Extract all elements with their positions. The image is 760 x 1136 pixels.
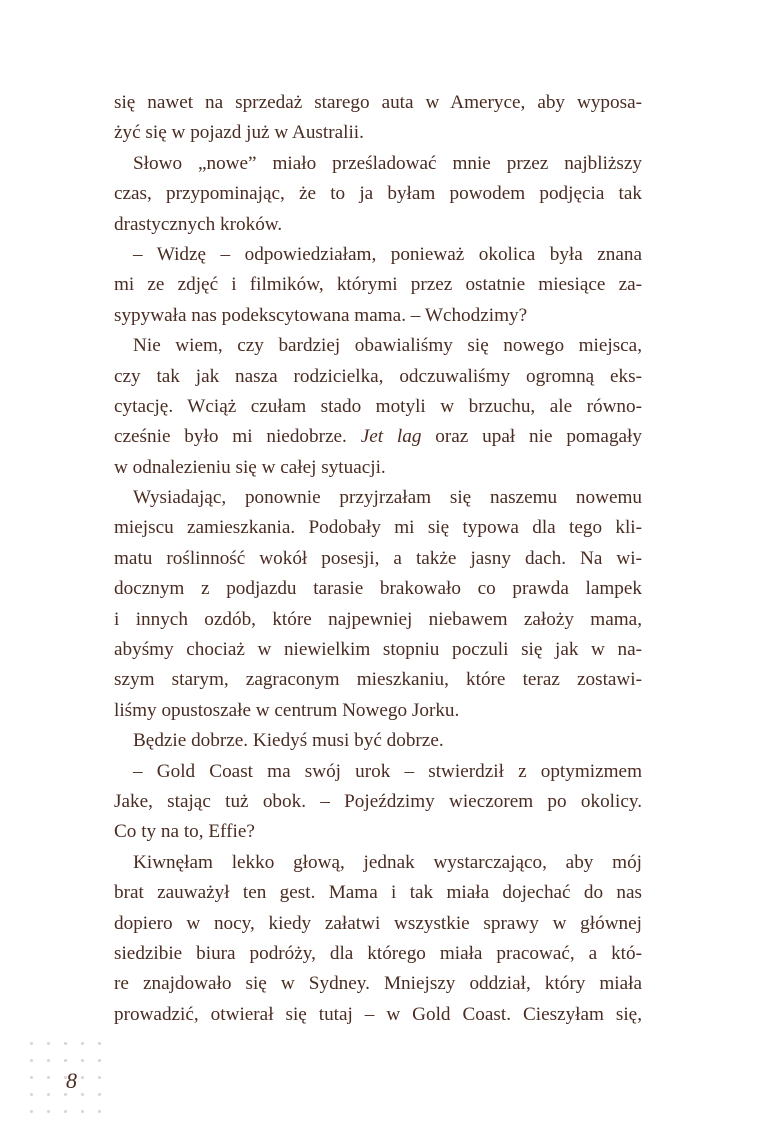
decorative-dot bbox=[98, 1093, 101, 1096]
text-line: liśmy opustoszałe w centrum Nowego Jorku. bbox=[114, 699, 460, 721]
text-line: miejscu zamieszkania. Podobały mi się typowa dla tego kli- bbox=[114, 517, 642, 539]
text-line: Słowo „nowe” miało prześladować mnie przez najbliższy bbox=[133, 152, 642, 174]
text-line: mi ze zdjęć i filmików, którymi przez ostatnie miesiące za- bbox=[114, 274, 642, 296]
text-line: Nie wiem, czy bardziej obawialiśmy się nowego miejsca, bbox=[133, 335, 642, 357]
text-line: prowadzić, otwierał się tutaj – w Gold Coast. Cieszyłam się, bbox=[114, 1003, 642, 1025]
decorative-dot bbox=[47, 1076, 50, 1079]
text-line: brat zauważył ten gest. Mama i tak miała dojechać do nas bbox=[114, 882, 642, 904]
decorative-dot bbox=[64, 1110, 67, 1113]
text-line: czas, przypominając, że to ja byłam powodem podjęcia tak bbox=[114, 183, 642, 205]
decorative-dot bbox=[47, 1093, 50, 1096]
text-line: Jake, stając tuż obok. – Pojeździmy wieczorem po okolicy. bbox=[114, 790, 642, 812]
decorative-dot bbox=[81, 1110, 84, 1113]
text-line: cytację. Wciąż czułam stado motyli w brzuchu, ale równo- bbox=[114, 395, 642, 417]
decorative-dot bbox=[81, 1093, 84, 1096]
text-line bbox=[114, 422, 642, 452]
decorative-dot bbox=[81, 1059, 84, 1062]
text-line-segment: cześnie było mi niedobrze. bbox=[114, 426, 361, 448]
text-line: dopiero w nocy, kiedy załatwi wszystkie sprawy w głównej bbox=[114, 912, 642, 934]
decorative-dot bbox=[47, 1042, 50, 1045]
text-line: docznym z podjazdu tarasie brakowało co prawda lampek bbox=[114, 578, 642, 600]
text-line: – Gold Coast ma swój urok – stwierdził z optymizmem bbox=[133, 760, 642, 782]
decorative-dot bbox=[98, 1059, 101, 1062]
text-line: Wysiadając, ponownie przyjrzałam się naszemu nowemu bbox=[133, 487, 642, 509]
decorative-dot bbox=[64, 1042, 67, 1045]
decorative-dot bbox=[47, 1110, 50, 1113]
text-line: – Widzę – odpowiedziałam, ponieważ okolica była znana bbox=[133, 243, 642, 265]
decorative-dot bbox=[30, 1059, 33, 1062]
text-line: się nawet na sprzedaż starego auta w Ameryce, aby wyposa- bbox=[114, 92, 642, 113]
decorative-dot bbox=[98, 1042, 101, 1045]
text-line: i innych ozdób, które najpewniej niebawem założy mama, bbox=[114, 608, 642, 630]
decorative-dot bbox=[30, 1042, 33, 1045]
text-line: w odnalezieniu się w całej sytuacji. bbox=[114, 456, 386, 478]
text-line: re znajdowało się w Sydney. Mniejszy oddział, który miała bbox=[114, 973, 642, 995]
text-line: abyśmy chociaż w niewielkim stopniu poczuli się jak w na- bbox=[114, 639, 642, 661]
decorative-dot bbox=[30, 1110, 33, 1113]
body-text bbox=[114, 88, 642, 1030]
text-line: żyć się w pojazd już w Australii. bbox=[114, 122, 364, 144]
text-line: Kiwnęłam lekko głową, jednak wystarczająco, aby mój bbox=[133, 851, 642, 873]
text-line-segment: oraz upał nie pomagały bbox=[421, 426, 642, 448]
text-line: Co ty na to, Effie? bbox=[114, 821, 255, 843]
decorative-dot bbox=[30, 1093, 33, 1096]
decorative-dot bbox=[98, 1110, 101, 1113]
italic-phrase: Jet lag bbox=[360, 426, 422, 448]
decorative-dot bbox=[81, 1076, 84, 1079]
text-line: Będzie dobrze. Kiedyś musi być dobrze. bbox=[133, 730, 444, 752]
text-line: drastycznych kroków. bbox=[114, 213, 283, 235]
decorative-dot bbox=[98, 1076, 101, 1079]
text-line: siedzibie biura podróży, dla którego miała pracować, a któ- bbox=[114, 942, 642, 964]
decorative-dot bbox=[30, 1076, 33, 1079]
decorative-dot bbox=[64, 1059, 67, 1062]
text-line: matu roślinność wokół posesji, a także jasny dach. Na wi- bbox=[114, 547, 642, 569]
page-number: 8 bbox=[66, 1068, 77, 1093]
text-line: czy tak jak nasza rodzicielka, odczuwaliśmy ogromną eks- bbox=[114, 365, 642, 387]
text-line: sypywała nas podekscytowana mama. – Wchodzimy? bbox=[114, 304, 528, 326]
text-line: szym starym, zagraconym mieszkaniu, które teraz zostawi- bbox=[114, 669, 642, 691]
decorative-dot bbox=[81, 1042, 84, 1045]
decorative-dot bbox=[47, 1059, 50, 1062]
